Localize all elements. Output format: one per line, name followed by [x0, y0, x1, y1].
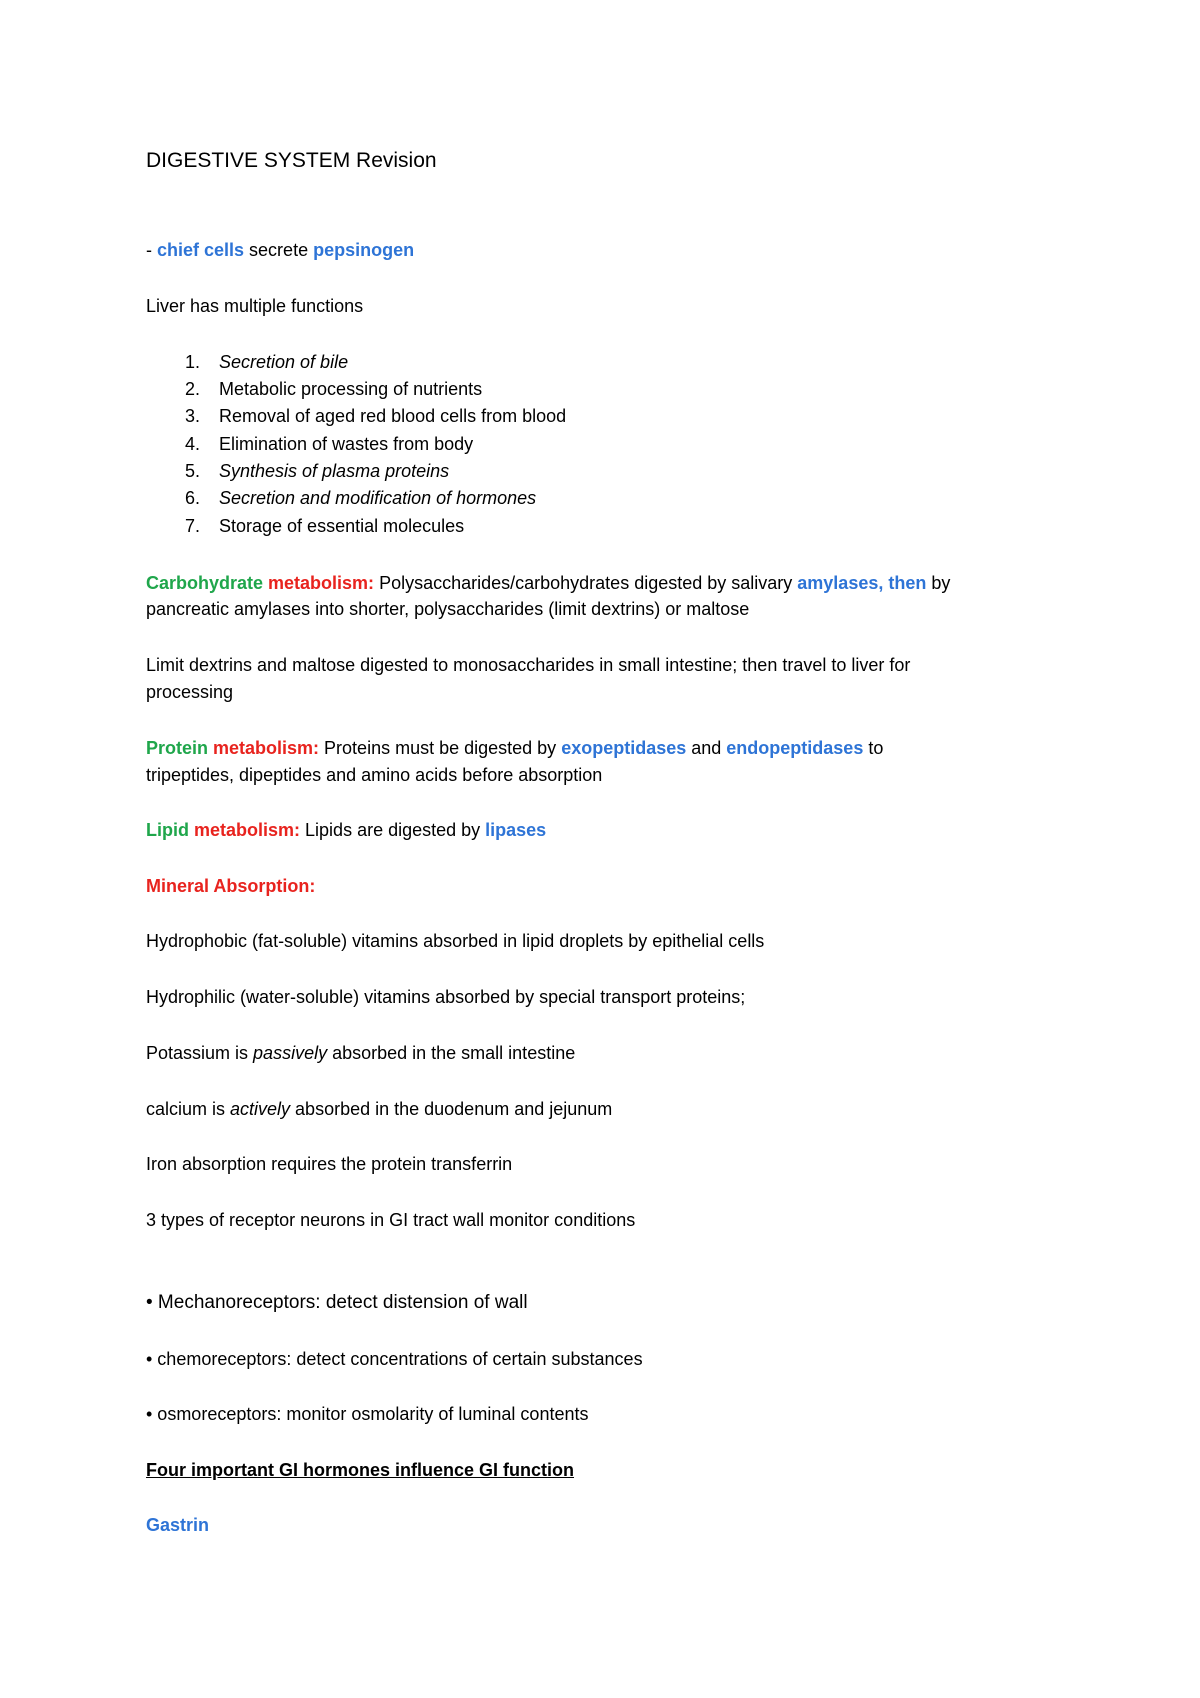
list-item-number: 5. [184, 461, 200, 481]
list-item-number: 1. [184, 352, 200, 372]
gi-hormones-heading: Four important GI hormones influence GI function [146, 1460, 575, 1480]
mineral-absorption-heading: Mineral Absorption: [146, 876, 316, 896]
protein-text: Proteins must be digested by [319, 738, 562, 758]
limit-dextrins-line-2: processing [146, 682, 234, 702]
calcium-text: calcium is [146, 1099, 231, 1119]
hydrophilic-line: Hydrophilic (water-soluble) vitamins absorbed by special transport proteins; [146, 987, 746, 1007]
list-item-text: Storage of essential molecules [219, 516, 465, 536]
protein-and: and [686, 738, 727, 758]
list-item-text: Synthesis of plasma proteins [219, 461, 450, 481]
list-item-text: Secretion of bile [219, 352, 349, 372]
amylases-term: amylases, then [797, 573, 927, 593]
gastrin-heading: Gastrin [146, 1515, 210, 1535]
iron-line: Iron absorption requires the protein transferrin [146, 1154, 513, 1174]
actively-word: actively [230, 1099, 291, 1119]
list-item-number: 4. [184, 434, 200, 454]
limit-dextrins-line-1: Limit dextrins and maltose digested to monosaccharides in small intestine; then travel to liver for [146, 655, 911, 675]
metabolism-label: metabolism: [268, 573, 375, 593]
chief-cells-term: chief cells [157, 240, 245, 260]
list-item: • chemoreceptors: detect concentrations of certain substances [146, 1349, 643, 1369]
potassium-text: Potassium is [146, 1043, 254, 1063]
protein-line-2: tripeptides, dipeptides and amino acids before absorption [146, 765, 603, 785]
hydrophobic-line: Hydrophobic (fat-soluble) vitamins absorbed in lipid droplets by epithelial cells [146, 931, 765, 951]
calcium-text-end: absorbed in the duodenum and jejunum [290, 1099, 613, 1119]
lipid-text: Lipids are digested by [300, 820, 486, 840]
list-item-number: 2. [184, 379, 200, 399]
liver-intro: Liver has multiple functions [146, 296, 364, 316]
chief-dash: - [146, 240, 157, 260]
potassium-line [146, 1041, 575, 1065]
lipid-label: Lipid [146, 820, 194, 840]
carbohydrate-line-2: pancreatic amylases into shorter, polysaccharides (limit dextrins) or maltose [146, 599, 750, 619]
exopeptidases-term: exopeptidases [561, 738, 687, 758]
chief-verb: secrete [244, 240, 314, 260]
protein-line-1 [146, 736, 883, 760]
list-item-number: 3. [184, 406, 200, 426]
carbohydrate-line-1 [146, 571, 950, 595]
carbohydrate-text-end: by [926, 573, 951, 593]
list-item-number: 6. [184, 488, 200, 508]
passively-word: passively [253, 1043, 328, 1063]
list-item-number: 7. [184, 516, 200, 536]
lipases-term: lipases [485, 820, 547, 840]
carbohydrate-label: Carbohydrate [146, 573, 269, 593]
list-item-text: Elimination of wastes from body [219, 434, 474, 454]
chief-cells-line [146, 238, 414, 262]
list-item: • Mechanoreceptors: detect distension of wall [146, 1292, 528, 1313]
endopeptidases-term: endopeptidases [726, 738, 864, 758]
calcium-line [146, 1097, 612, 1121]
list-item-text: Removal of aged red blood cells from blood [219, 406, 567, 426]
document-title: DIGESTIVE SYSTEM Revision [146, 149, 437, 172]
protein-label: Protein [146, 738, 214, 758]
receptors-line: 3 types of receptor neurons in GI tract wall monitor conditions [146, 1210, 636, 1230]
metabolism-label: metabolism: [213, 738, 320, 758]
list-item: • osmoreceptors: monitor osmolarity of luminal contents [146, 1404, 589, 1424]
list-item-text: Metabolic processing of nutrients [219, 379, 483, 399]
metabolism-label: metabolism: [194, 820, 301, 840]
pepsinogen-term: pepsinogen [313, 240, 415, 260]
carbohydrate-text: Polysaccharides/carbohydrates digested by salivary [374, 573, 798, 593]
protein-to: to [863, 738, 884, 758]
lipid-line [146, 818, 546, 842]
list-item-text: Secretion and modification of hormones [219, 488, 537, 508]
potassium-text-end: absorbed in the small intestine [327, 1043, 576, 1063]
